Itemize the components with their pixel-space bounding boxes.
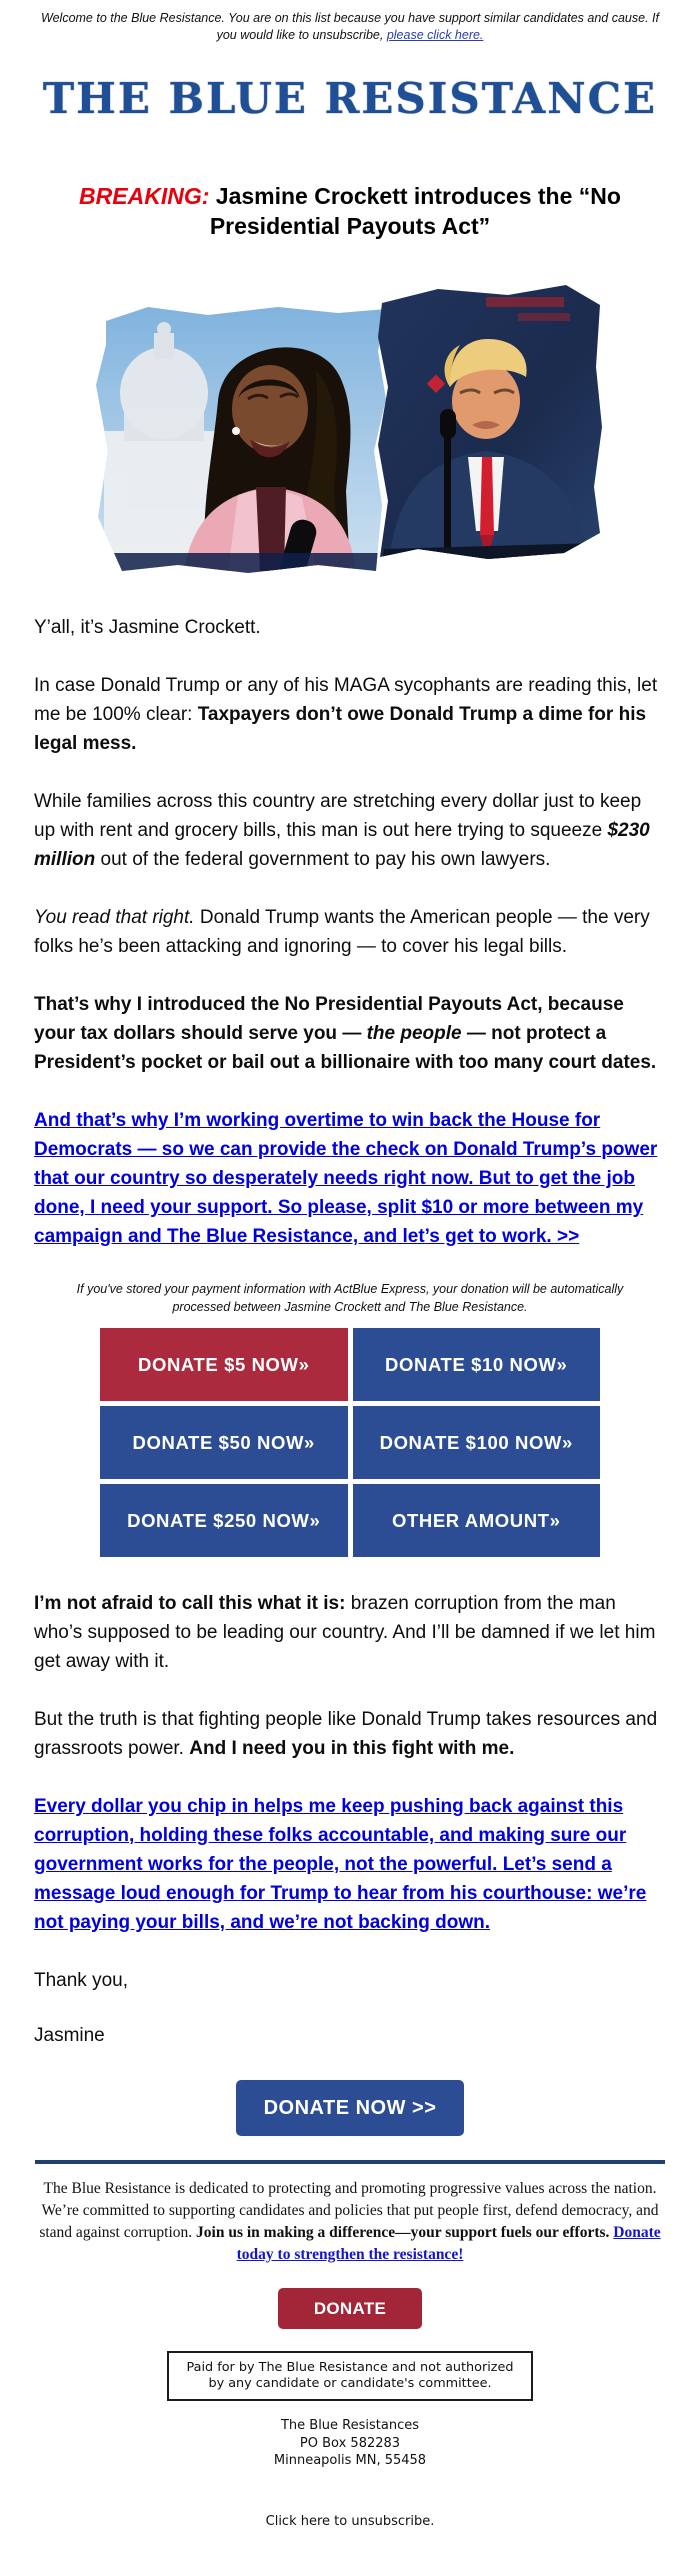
address-city: Minneapolis MN, 55458 (273, 2453, 427, 2468)
donate-100-button[interactable]: DONATE $100 NOW» (353, 1406, 601, 1479)
paid-for-disclaimer-box: Paid for by The Blue Resistance and not authorized by any candidate or candidate's committee. (167, 2351, 533, 2401)
thank-you-text: Thank you, (34, 1970, 128, 1991)
split-donation-link[interactable]: And that’s why I’m working overtime to win back the House for Democrats — so we can provide the check on Donald Trump’s power that our country so desperately needs right now. But to get the job done, I need your support. So please, split $10 or more between my campaign and The Blue Resistance, and let’s get to work. >> (34, 1110, 658, 1247)
bold-run: I’m not afraid to call this what it is: (34, 1593, 346, 1614)
italic-run: You read that right. (34, 907, 195, 928)
preheader (30, 10, 670, 44)
bold-italic-run: the people (366, 1023, 462, 1044)
donate-250-button[interactable]: DONATE $250 NOW» (100, 1484, 348, 1557)
breaking-label: BREAKING: (79, 183, 210, 209)
paragraph-truth (34, 1705, 666, 1763)
paragraph-squeeze (34, 787, 666, 874)
address-org: The Blue Resistances (280, 2418, 420, 2433)
text-run: Donald Trump wants the American people — the very folks he’s been attacking and ignoring — to cover his legal bills. (34, 907, 650, 957)
unsubscribe-link[interactable]: Click here to unsubscribe. (265, 2513, 435, 2529)
donate-5-button[interactable]: DONATE $5 NOW» (100, 1328, 348, 1401)
bold-run: And I need you in this fight with me. (189, 1738, 515, 1759)
text-run: out of the federal government to pay his own lawyers. (95, 849, 551, 870)
donate-today-link[interactable]: Donate today to strengthen the resistance! (236, 2224, 661, 2263)
paragraph-corruption (34, 1589, 666, 1676)
jasmine-crockett-photo (88, 301, 398, 581)
donate-10-button[interactable]: DONATE $10 NOW» (353, 1328, 601, 1401)
preheader-unsubscribe-link[interactable]: please click here. (386, 28, 484, 42)
donate-button-grid (100, 1328, 600, 1557)
paragraph-split-link (34, 1106, 666, 1251)
postal-address (0, 2417, 700, 2470)
donate-50-button[interactable]: DONATE $50 NOW» (100, 1406, 348, 1479)
actblue-fine-print: If you've stored your payment information with ActBlue Express, your donation will be automatically processed between Jasmine Crockett and The Blue Resistance. (76, 1282, 624, 1314)
paragraph-act (34, 990, 666, 1077)
every-dollar-link[interactable]: Every dollar you chip in helps me keep pushing back against this corruption, holding these folks accountable, and making sure our government works for the people, not the powerful. Let’s send a message loud enough for Trump to hear from his courthouse: we’re not paying your bills, and we’re not backing down. (34, 1796, 647, 1933)
greeting-text: Y’all, it’s Jasmine Crockett. (34, 617, 261, 638)
address-po-box: PO Box 582283 (299, 2435, 401, 2451)
paragraph-clear (34, 671, 666, 758)
headline-text: Jasmine Crockett introduces the “No Presidential Payouts Act” (209, 183, 621, 239)
text-run: While families across this country are stretching every dollar just to keep up with rent and grocery bills, this man is out here trying to squeeze (34, 791, 642, 841)
other-amount-button[interactable]: OTHER AMOUNT» (353, 1484, 601, 1557)
footer-donate-button[interactable]: DONATE (278, 2288, 422, 2329)
bold-run: That’s why I introduced the No Presidential Payouts Act, because your tax dollars should serve you — (34, 994, 624, 1044)
sign-off (34, 1966, 666, 2050)
paragraph-read-right (34, 903, 666, 961)
brand-title: THE BLUE RESISTANCE (42, 74, 658, 123)
headline (40, 181, 660, 241)
text-run: But the truth is that fighting people like Donald Trump takes resources and grassroots power. (34, 1709, 658, 1759)
letter-body (0, 613, 700, 1251)
letter-body-continued (0, 1589, 700, 2050)
hero-collage-image (88, 281, 612, 581)
bold-run: Taxpayers don’t owe Donald Trump a dime for his legal mess. (34, 704, 647, 754)
about-bold-text: Join us in making a difference—your support fuels our efforts. (196, 2224, 614, 2241)
donald-trump-photo (374, 281, 612, 581)
about-text: The Blue Resistance is dedicated to protecting and promoting progressive values across the nation. We’re committed to supporting candidates and policies that put people first, defend democracy, and stand against corruption. (39, 2180, 659, 2241)
footer-divider (35, 2160, 665, 2164)
paragraph-every-dollar-link (34, 1792, 666, 1937)
signature: Jasmine (34, 2025, 105, 2046)
paragraph-greeting (34, 613, 666, 642)
donate-now-button[interactable]: DONATE NOW >> (236, 2080, 464, 2136)
preheader-text: Welcome to the Blue Resistance. You are on this list because you have support similar candidates and cause. If you would like to unsubscribe, (41, 11, 659, 42)
footer-about (28, 2178, 672, 2266)
bold-run: — not protect a President’s pocket or bail out a billionaire with too many court dates. (34, 1023, 657, 1073)
text-run: In case Donald Trump or any of his MAGA sycophants are reading this, let me be 100% clear: (34, 675, 658, 725)
text-run: brazen corruption from the man who’s supposed to be leading our country. And I’ll be damned if we let him get away with it. (34, 1593, 656, 1672)
amount-230-million: $230 million (34, 820, 650, 870)
